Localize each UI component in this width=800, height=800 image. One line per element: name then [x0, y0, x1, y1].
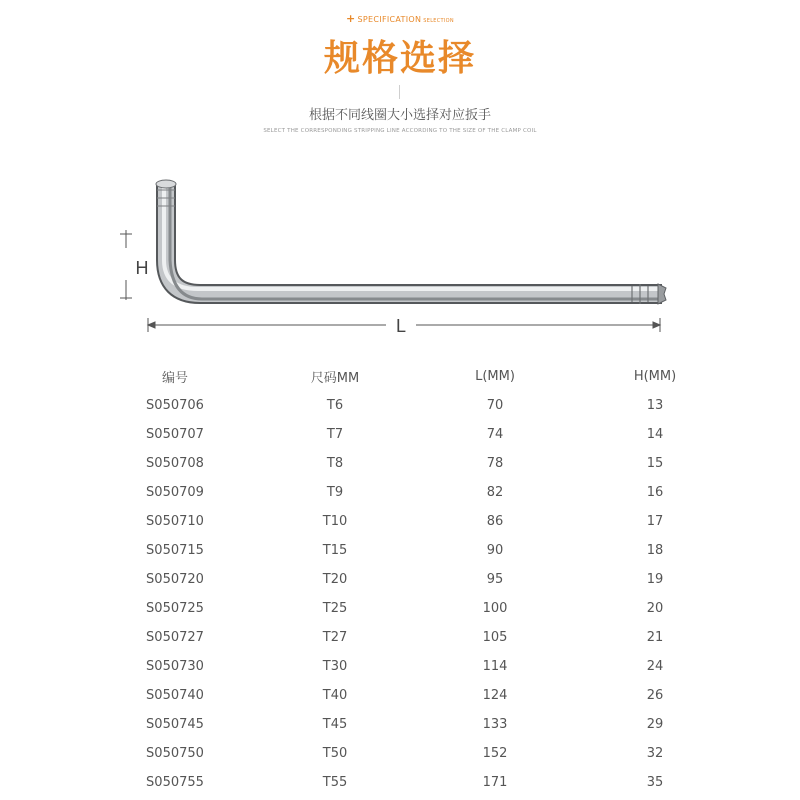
table-row [100, 391, 740, 420]
wrench-icon [156, 180, 666, 304]
table-row [100, 594, 740, 623]
cell-size: T45 [322, 717, 348, 732]
table-row [100, 768, 740, 797]
table-row [100, 652, 740, 681]
cell-height: 29 [646, 717, 664, 732]
cell-size: T50 [322, 746, 348, 761]
cell-size: T8 [326, 456, 344, 471]
cell-height: 35 [646, 775, 664, 790]
header-height: H(MM) [633, 368, 677, 384]
cell-length: 90 [486, 543, 504, 558]
cell-length: 124 [482, 688, 508, 703]
header-code: 编号 [161, 370, 188, 386]
cell-size: T40 [322, 688, 348, 703]
cell-code: S050727 [146, 630, 204, 645]
cell-length: 95 [486, 572, 504, 587]
spec-small-label: SELECTION [423, 18, 454, 24]
plus-icon: + [346, 12, 356, 25]
cell-size: T7 [326, 427, 344, 442]
cell-code: S050755 [146, 775, 204, 790]
cell-length: 74 [486, 427, 504, 442]
subtitle: 根据不同线圈大小选择对应扳手 [308, 108, 491, 123]
cell-code: S050708 [146, 456, 204, 471]
cell-height: 15 [646, 456, 664, 471]
cell-height: 21 [646, 630, 664, 645]
cell-size: T10 [322, 514, 348, 529]
cell-code: S050725 [146, 601, 204, 616]
cell-height: 19 [646, 572, 664, 587]
table-row [100, 739, 740, 768]
cell-length: 82 [486, 485, 504, 500]
cell-height: 20 [646, 601, 664, 616]
cell-length: 114 [482, 659, 508, 674]
cell-size: T27 [322, 630, 348, 645]
cell-code: S050715 [146, 543, 204, 558]
header-size: 尺码MM [310, 370, 360, 386]
table-row [100, 536, 740, 565]
cell-code: S050750 [146, 746, 204, 761]
cell-height: 13 [646, 398, 664, 413]
cell-height: 24 [646, 659, 664, 674]
title-divider [399, 85, 400, 99]
cell-height: 16 [646, 485, 664, 500]
table-row [100, 710, 740, 739]
cell-length: 105 [482, 630, 508, 645]
h-label: H [135, 258, 149, 278]
subtitle-english: SELECT THE CORRESPONDING STRIPPING LINE ACCORDING TO THE SIZE OF THE CLAMP COIL [263, 128, 537, 134]
cell-length: 171 [482, 775, 508, 790]
cell-code: S050710 [146, 514, 204, 529]
cell-length: 86 [486, 514, 504, 529]
cell-size: T30 [322, 659, 348, 674]
cell-code: S050740 [146, 688, 204, 703]
cell-height: 17 [646, 514, 664, 529]
cell-size: T20 [322, 572, 348, 587]
page-title: 规格选择 [323, 38, 476, 79]
cell-code: S050707 [146, 427, 204, 442]
cell-code: S050706 [146, 398, 204, 413]
cell-length: 100 [482, 601, 508, 616]
cell-code: S050745 [146, 717, 204, 732]
cell-size: T25 [322, 601, 348, 616]
cell-height: 14 [646, 427, 664, 442]
cell-size: T6 [326, 398, 344, 413]
cell-length: 70 [486, 398, 504, 413]
header-length: L(MM) [475, 368, 515, 384]
cell-size: T55 [322, 775, 348, 790]
wrench-diagram [110, 168, 680, 338]
spec-label: SPECIFICATION [357, 15, 422, 24]
h-dimension [120, 230, 132, 300]
cell-length: 133 [482, 717, 508, 732]
cell-height: 18 [646, 543, 664, 558]
spec-tag [0, 12, 800, 25]
spec-table [100, 361, 740, 797]
table-row [100, 478, 740, 507]
table-row [100, 681, 740, 710]
cell-code: S050709 [146, 485, 204, 500]
cell-length: 78 [486, 456, 504, 471]
cell-height: 32 [646, 746, 664, 761]
table-header-row [100, 361, 740, 391]
table-row [100, 623, 740, 652]
table-row [100, 565, 740, 594]
table-row [100, 420, 740, 449]
table-row [100, 449, 740, 478]
cell-size: T9 [326, 485, 344, 500]
cell-code: S050730 [146, 659, 204, 674]
cell-length: 152 [482, 746, 508, 761]
cell-height: 26 [646, 688, 664, 703]
cell-code: S050720 [146, 572, 204, 587]
l-label: L [395, 316, 407, 336]
cell-size: T15 [322, 543, 348, 558]
table-row [100, 507, 740, 536]
